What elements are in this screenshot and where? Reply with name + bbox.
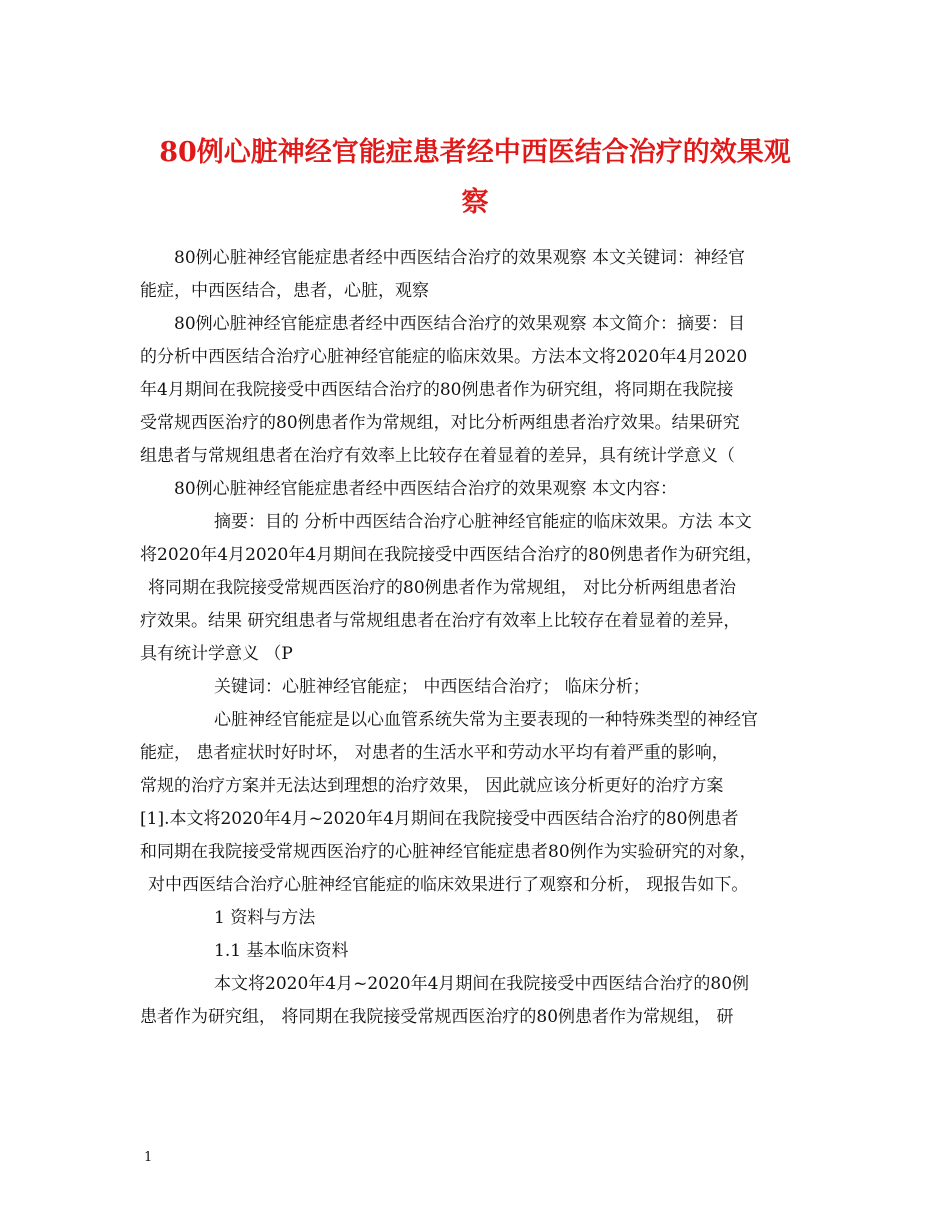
text-line: 对中西医结合治疗心脏神经官能症的临床效果进行了观察和分析， 现报告如下。 (148, 875, 749, 895)
text-line: 组患者与常规组患者在治疗有效率上比较存在着显着的差异，具有统计学意义（ (140, 446, 735, 466)
text-line: 80例心脏神经官能症患者经中西医结合治疗的效果观察 本文关键词：神经官 (174, 248, 746, 268)
text-line: 和同期在我院接受常规西医治疗的心脏神经官能症患者80例作为实验研究的对象， (140, 842, 757, 862)
text-line: 常规的治疗方案并无法达到理想的治疗效果， 因此就应该分析更好的治疗方案 (140, 776, 724, 796)
body-text (140, 242, 812, 1034)
text-line: 能症， 患者症状时好时坏， 对患者的生活水平和劳动水平均有着严重的影响， (140, 743, 729, 763)
title-line-1: 80例心脏神经官能症患者经中西医结合治疗的效果观 (159, 137, 791, 168)
text-line: 将同期在我院接受常规西医治疗的80例患者作为常规组， 对比分析两组患者治 (148, 578, 737, 598)
section-heading: 1 资料与方法 (214, 908, 316, 928)
text-line: 受常规西医治疗的80例患者作为常规组，对比分析两组患者治疗效果。结果研究 (140, 413, 740, 433)
text-line: 疗效果。结果 研究组患者与常规组患者在治疗有效率上比较存在着显着的差异， (140, 611, 741, 631)
text-line: 能症，中西医结合，患者，心脏，观察 (140, 281, 429, 301)
text-line: 具有统计学意义 （P (140, 644, 293, 664)
text-line: 将2020年4月2020年4月期间在我院接受中西医结合治疗的80例患者作为研究组， (140, 545, 763, 565)
subsection-heading: 1.1 基本临床资料 (214, 941, 349, 961)
text-line: 心脏神经官能症是以心血管系统失常为主要表现的一种特殊类型的神经官 (214, 710, 758, 730)
text-line: 患者作为研究组， 将同期在我院接受常规西医治疗的80例患者作为常规组， 研 (140, 1007, 734, 1027)
text-line: 年4月期间在我院接受中西医结合治疗的80例患者作为研究组，将同期在我院接 (140, 380, 734, 400)
document-title (130, 128, 820, 228)
title-line-2: 察 (461, 187, 489, 218)
text-line: [1].本文将2020年4月~2020年4月期间在我院接受中西医结合治疗的80例患者 (140, 809, 739, 829)
text-line: 关键词：心脏神经官能症； 中西医结合治疗； 临床分析； (214, 677, 650, 697)
text-line: 本文将2020年4月~2020年4月期间在我院接受中西医结合治疗的80例 (214, 974, 750, 994)
text-line: 80例心脏神经官能症患者经中西医结合治疗的效果观察 本文简介：摘要：目 (174, 314, 746, 334)
text-line: 摘要：目的 分析中西医结合治疗心脏神经官能症的临床效果。方法 本文 (214, 512, 752, 532)
text-line: 的分析中西医结合治疗心脏神经官能症的临床效果。方法本文将2020年4月2020 (140, 347, 748, 367)
page-number: 1 (144, 1150, 153, 1165)
text-line: 80例心脏神经官能症患者经中西医结合治疗的效果观察 本文内容： (174, 479, 678, 499)
